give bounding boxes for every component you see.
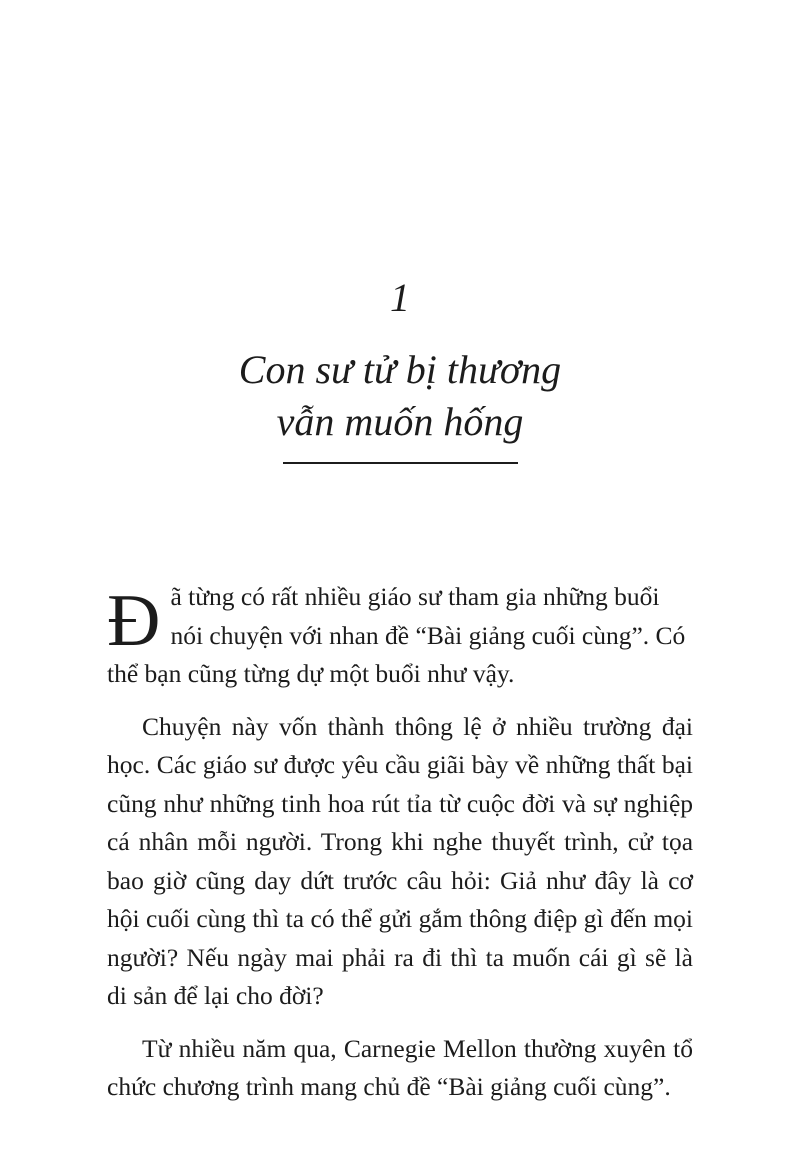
- paragraph-3-line-1: Từ nhiều năm qua, Carnegie Mellon thường xuyên tổ: [142, 1033, 693, 1063]
- paragraph-1-line-2: nói chuyện với nhan đề “Bài giảng cuối cùng”. Có: [170, 620, 686, 650]
- drop-cap: Đ: [107, 580, 161, 662]
- paragraph-2-line-2: học. Các giáo sư được yêu cầu giãi bày về những thất: [107, 750, 656, 779]
- paragraph-3: [107, 1030, 693, 1107]
- chapter-number: 1: [390, 275, 410, 320]
- paragraph-3-line-2: chức chương trình mang chủ đề “Bài giảng cuối cùng”.: [107, 1072, 671, 1101]
- title-divider: [283, 462, 518, 464]
- paragraph-2-line-1: Chuyện này vốn thành thông lệ ở nhiều trường đại: [142, 711, 693, 741]
- paragraph-2-line-4: nghiệp cá nhân mỗi người. Trong khi nghe thuyết trình,: [107, 788, 694, 856]
- paragraph-1: [107, 578, 693, 694]
- paragraph-2-line-6: là cơ hội cuối cùng thì ta có thể gửi gắm thông điệp gì: [107, 865, 693, 933]
- paragraph-1-line-3: thể bạn cũng từng dự một buổi như vậy.: [107, 659, 515, 688]
- paragraph-2-line-5: cử tọa bao giờ cũng day dứt trước câu hỏi: Giả như đây: [107, 827, 694, 895]
- paragraph-2-line-3: bại cũng như những tinh hoa rút tỉa từ cuộc đời và sự: [107, 750, 694, 818]
- chapter-body: [107, 578, 693, 1121]
- chapter-title-line-2: vẫn muốn hống: [276, 399, 524, 444]
- paragraph-2-line-8: gì sẽ là di sản để lại cho đời?: [107, 942, 694, 1010]
- paragraph-2: [107, 708, 693, 1016]
- chapter-title-line-1: Con sư tử bị thương: [238, 347, 562, 392]
- paragraph-2-line-7: đến mọi người? Nếu ngày mai phải ra đi thì ta muốn cái: [107, 904, 694, 972]
- chapter-title: [0, 344, 800, 448]
- paragraph-1-line-1: ã từng có rất nhiều giáo sư tham gia những buổi: [170, 582, 660, 611]
